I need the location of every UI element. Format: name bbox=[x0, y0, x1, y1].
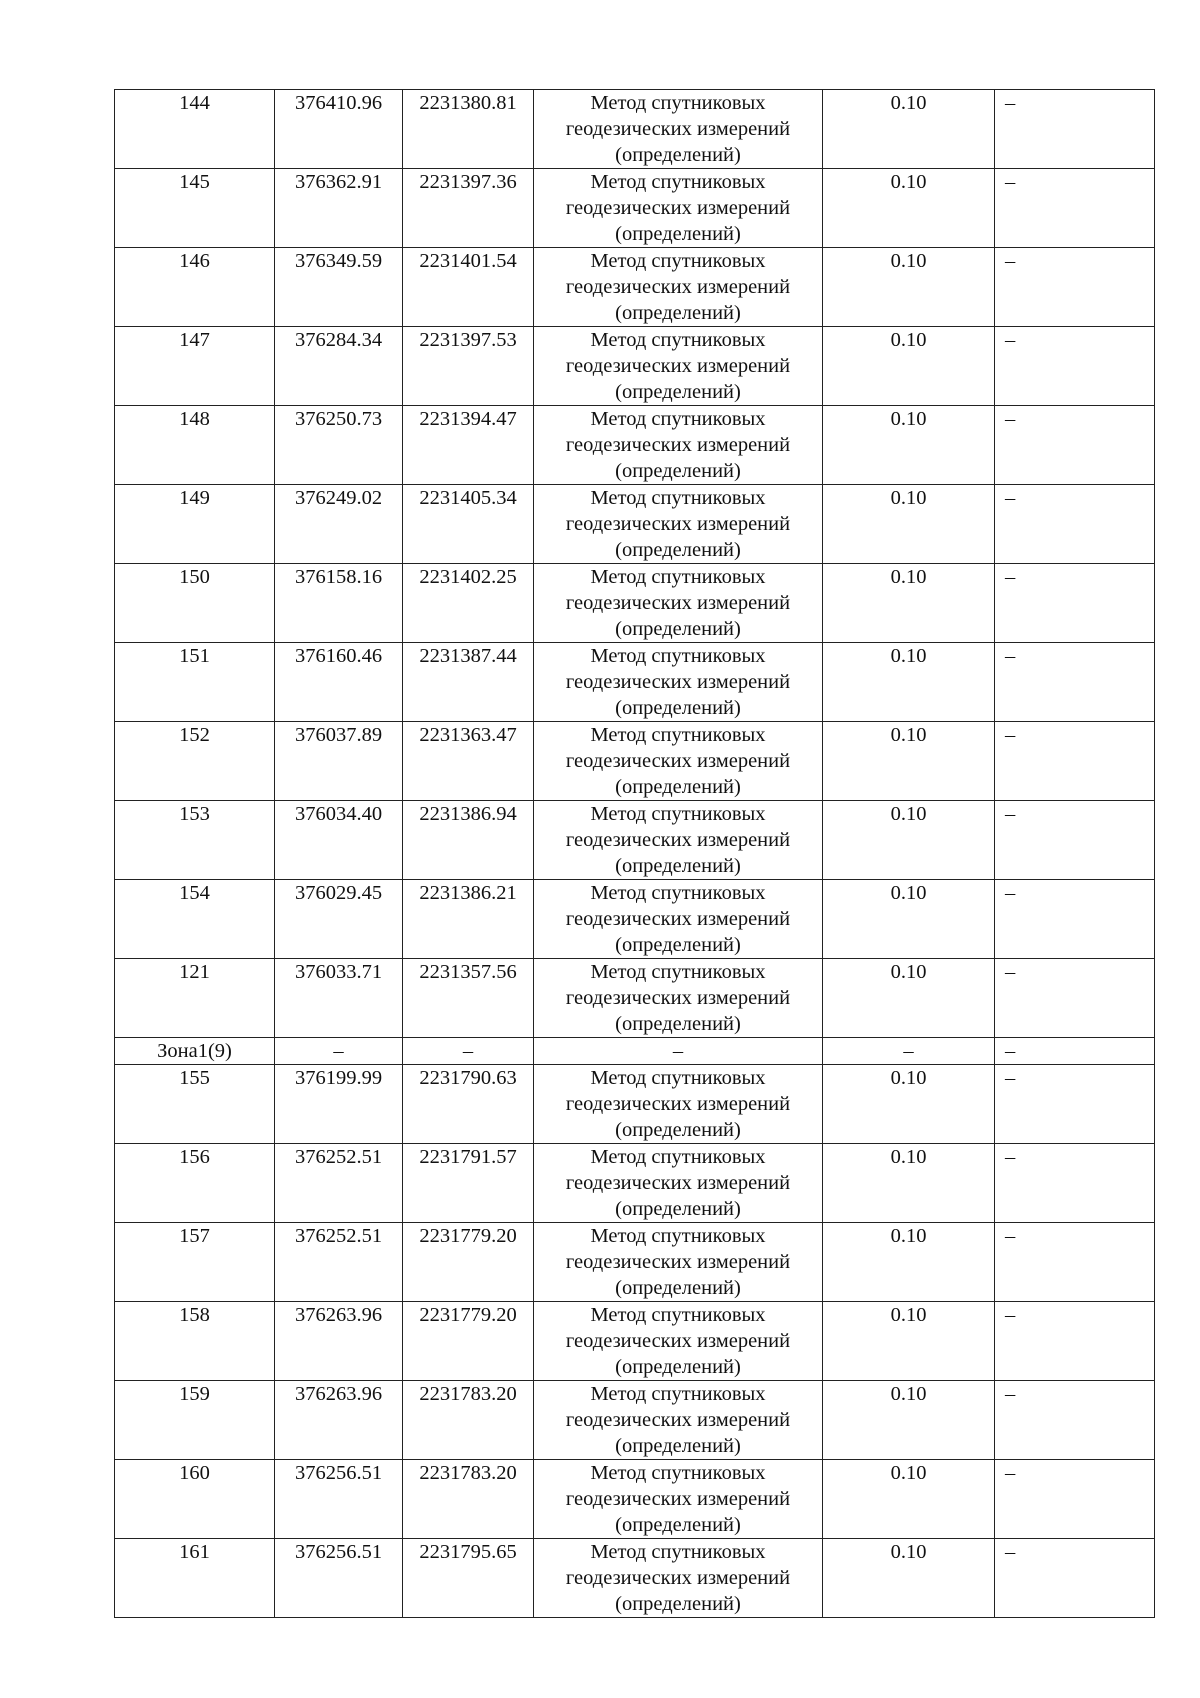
description-cell: – bbox=[995, 722, 1155, 801]
point-number-cell: 144 bbox=[115, 90, 275, 169]
y-coordinate-cell: 2231791.57 bbox=[403, 1144, 534, 1223]
y-coordinate-cell: 2231394.47 bbox=[403, 406, 534, 485]
method-cell: Метод спутниковых геодезических измерений (определений) bbox=[534, 90, 823, 169]
y-coordinate-cell: 2231795.65 bbox=[403, 1539, 534, 1618]
point-number-cell: 156 bbox=[115, 1144, 275, 1223]
y-coordinate-cell: 2231779.20 bbox=[403, 1302, 534, 1381]
point-number-cell: 152 bbox=[115, 722, 275, 801]
accuracy-cell: 0.10 bbox=[823, 801, 995, 880]
x-coordinate-cell: – bbox=[275, 1038, 403, 1065]
table-row bbox=[115, 1381, 1155, 1460]
method-cell: Метод спутниковых геодезических измерений (определений) bbox=[534, 1065, 823, 1144]
table-row bbox=[115, 1144, 1155, 1223]
point-number-cell: 121 bbox=[115, 959, 275, 1038]
table-row bbox=[115, 643, 1155, 722]
x-coordinate-cell: 376252.51 bbox=[275, 1144, 403, 1223]
table-row bbox=[115, 485, 1155, 564]
point-number-cell: 151 bbox=[115, 643, 275, 722]
y-coordinate-cell: 2231397.36 bbox=[403, 169, 534, 248]
table-row bbox=[115, 1065, 1155, 1144]
table-row bbox=[115, 959, 1155, 1038]
description-cell: – bbox=[995, 1038, 1155, 1065]
description-cell: – bbox=[995, 1381, 1155, 1460]
accuracy-cell: 0.10 bbox=[823, 485, 995, 564]
y-coordinate-cell: 2231387.44 bbox=[403, 643, 534, 722]
point-number-cell: 161 bbox=[115, 1539, 275, 1618]
point-number-cell: 150 bbox=[115, 564, 275, 643]
description-cell: – bbox=[995, 880, 1155, 959]
accuracy-cell: 0.10 bbox=[823, 1460, 995, 1539]
accuracy-cell: 0.10 bbox=[823, 564, 995, 643]
accuracy-cell: 0.10 bbox=[823, 643, 995, 722]
point-number-cell: Зона1(9) bbox=[115, 1038, 275, 1065]
method-cell: Метод спутниковых геодезических измерений (определений) bbox=[534, 722, 823, 801]
x-coordinate-cell: 376029.45 bbox=[275, 880, 403, 959]
table-row bbox=[115, 880, 1155, 959]
method-cell: Метод спутниковых геодезических измерений (определений) bbox=[534, 880, 823, 959]
point-number-cell: 154 bbox=[115, 880, 275, 959]
x-coordinate-cell: 376263.96 bbox=[275, 1381, 403, 1460]
accuracy-cell: 0.10 bbox=[823, 248, 995, 327]
coordinates-table-body bbox=[115, 90, 1155, 1618]
point-number-cell: 160 bbox=[115, 1460, 275, 1539]
y-coordinate-cell: 2231779.20 bbox=[403, 1223, 534, 1302]
accuracy-cell: 0.10 bbox=[823, 327, 995, 406]
coordinates-table bbox=[114, 89, 1155, 1618]
table-row bbox=[115, 801, 1155, 880]
description-cell: – bbox=[995, 406, 1155, 485]
y-coordinate-cell: 2231405.34 bbox=[403, 485, 534, 564]
description-cell: – bbox=[995, 643, 1155, 722]
y-coordinate-cell: 2231783.20 bbox=[403, 1460, 534, 1539]
method-cell: Метод спутниковых геодезических измерений (определений) bbox=[534, 169, 823, 248]
x-coordinate-cell: 376037.89 bbox=[275, 722, 403, 801]
point-number-cell: 157 bbox=[115, 1223, 275, 1302]
table-row bbox=[115, 1223, 1155, 1302]
description-cell: – bbox=[995, 90, 1155, 169]
y-coordinate-cell: 2231380.81 bbox=[403, 90, 534, 169]
accuracy-cell: 0.10 bbox=[823, 722, 995, 801]
point-number-cell: 158 bbox=[115, 1302, 275, 1381]
x-coordinate-cell: 376160.46 bbox=[275, 643, 403, 722]
point-number-cell: 147 bbox=[115, 327, 275, 406]
description-cell: – bbox=[995, 169, 1155, 248]
description-cell: – bbox=[995, 1539, 1155, 1618]
method-cell: Метод спутниковых геодезических измерений (определений) bbox=[534, 1302, 823, 1381]
x-coordinate-cell: 376158.16 bbox=[275, 564, 403, 643]
method-cell: – bbox=[534, 1038, 823, 1065]
description-cell: – bbox=[995, 1065, 1155, 1144]
table-row bbox=[115, 722, 1155, 801]
accuracy-cell: 0.10 bbox=[823, 880, 995, 959]
x-coordinate-cell: 376249.02 bbox=[275, 485, 403, 564]
description-cell: – bbox=[995, 1302, 1155, 1381]
table-row bbox=[115, 327, 1155, 406]
description-cell: – bbox=[995, 1460, 1155, 1539]
y-coordinate-cell: 2231401.54 bbox=[403, 248, 534, 327]
point-number-cell: 153 bbox=[115, 801, 275, 880]
method-cell: Метод спутниковых геодезических измерений (определений) bbox=[534, 1144, 823, 1223]
description-cell: – bbox=[995, 959, 1155, 1038]
table-row bbox=[115, 1302, 1155, 1381]
accuracy-cell: 0.10 bbox=[823, 1381, 995, 1460]
accuracy-cell: 0.10 bbox=[823, 90, 995, 169]
accuracy-cell: 0.10 bbox=[823, 959, 995, 1038]
y-coordinate-cell: 2231386.21 bbox=[403, 880, 534, 959]
y-coordinate-cell: 2231363.47 bbox=[403, 722, 534, 801]
accuracy-cell: 0.10 bbox=[823, 1223, 995, 1302]
y-coordinate-cell: 2231386.94 bbox=[403, 801, 534, 880]
x-coordinate-cell: 376263.96 bbox=[275, 1302, 403, 1381]
method-cell: Метод спутниковых геодезических измерений (определений) bbox=[534, 248, 823, 327]
table-row bbox=[115, 564, 1155, 643]
accuracy-cell: 0.10 bbox=[823, 169, 995, 248]
x-coordinate-cell: 376256.51 bbox=[275, 1539, 403, 1618]
method-cell: Метод спутниковых геодезических измерений (определений) bbox=[534, 801, 823, 880]
method-cell: Метод спутниковых геодезических измерений (определений) bbox=[534, 327, 823, 406]
y-coordinate-cell: 2231783.20 bbox=[403, 1381, 534, 1460]
accuracy-cell: 0.10 bbox=[823, 406, 995, 485]
table-row bbox=[115, 406, 1155, 485]
description-cell: – bbox=[995, 564, 1155, 643]
accuracy-cell: 0.10 bbox=[823, 1144, 995, 1223]
method-cell: Метод спутниковых геодезических измерений (определений) bbox=[534, 1223, 823, 1302]
table-row bbox=[115, 248, 1155, 327]
x-coordinate-cell: 376284.34 bbox=[275, 327, 403, 406]
x-coordinate-cell: 376252.51 bbox=[275, 1223, 403, 1302]
y-coordinate-cell: 2231402.25 bbox=[403, 564, 534, 643]
method-cell: Метод спутниковых геодезических измерений (определений) bbox=[534, 485, 823, 564]
zone-header-row bbox=[115, 1038, 1155, 1065]
description-cell: – bbox=[995, 248, 1155, 327]
table-row bbox=[115, 1539, 1155, 1618]
table-row bbox=[115, 90, 1155, 169]
point-number-cell: 149 bbox=[115, 485, 275, 564]
x-coordinate-cell: 376256.51 bbox=[275, 1460, 403, 1539]
x-coordinate-cell: 376034.40 bbox=[275, 801, 403, 880]
method-cell: Метод спутниковых геодезических измерений (определений) bbox=[534, 1460, 823, 1539]
x-coordinate-cell: 376362.91 bbox=[275, 169, 403, 248]
y-coordinate-cell: 2231357.56 bbox=[403, 959, 534, 1038]
method-cell: Метод спутниковых геодезических измерений (определений) bbox=[534, 1539, 823, 1618]
y-coordinate-cell: 2231790.63 bbox=[403, 1065, 534, 1144]
description-cell: – bbox=[995, 801, 1155, 880]
method-cell: Метод спутниковых геодезических измерений (определений) bbox=[534, 1381, 823, 1460]
method-cell: Метод спутниковых геодезических измерений (определений) bbox=[534, 406, 823, 485]
description-cell: – bbox=[995, 1144, 1155, 1223]
accuracy-cell: 0.10 bbox=[823, 1302, 995, 1381]
accuracy-cell: 0.10 bbox=[823, 1539, 995, 1618]
method-cell: Метод спутниковых геодезических измерений (определений) bbox=[534, 959, 823, 1038]
x-coordinate-cell: 376199.99 bbox=[275, 1065, 403, 1144]
y-coordinate-cell: 2231397.53 bbox=[403, 327, 534, 406]
accuracy-cell: 0.10 bbox=[823, 1065, 995, 1144]
x-coordinate-cell: 376033.71 bbox=[275, 959, 403, 1038]
point-number-cell: 148 bbox=[115, 406, 275, 485]
method-cell: Метод спутниковых геодезических измерений (определений) bbox=[534, 643, 823, 722]
table-row bbox=[115, 169, 1155, 248]
point-number-cell: 146 bbox=[115, 248, 275, 327]
x-coordinate-cell: 376349.59 bbox=[275, 248, 403, 327]
description-cell: – bbox=[995, 485, 1155, 564]
point-number-cell: 159 bbox=[115, 1381, 275, 1460]
y-coordinate-cell: – bbox=[403, 1038, 534, 1065]
point-number-cell: 155 bbox=[115, 1065, 275, 1144]
description-cell: – bbox=[995, 1223, 1155, 1302]
accuracy-cell: – bbox=[823, 1038, 995, 1065]
description-cell: – bbox=[995, 327, 1155, 406]
table-row bbox=[115, 1460, 1155, 1539]
point-number-cell: 145 bbox=[115, 169, 275, 248]
x-coordinate-cell: 376250.73 bbox=[275, 406, 403, 485]
x-coordinate-cell: 376410.96 bbox=[275, 90, 403, 169]
method-cell: Метод спутниковых геодезических измерений (определений) bbox=[534, 564, 823, 643]
